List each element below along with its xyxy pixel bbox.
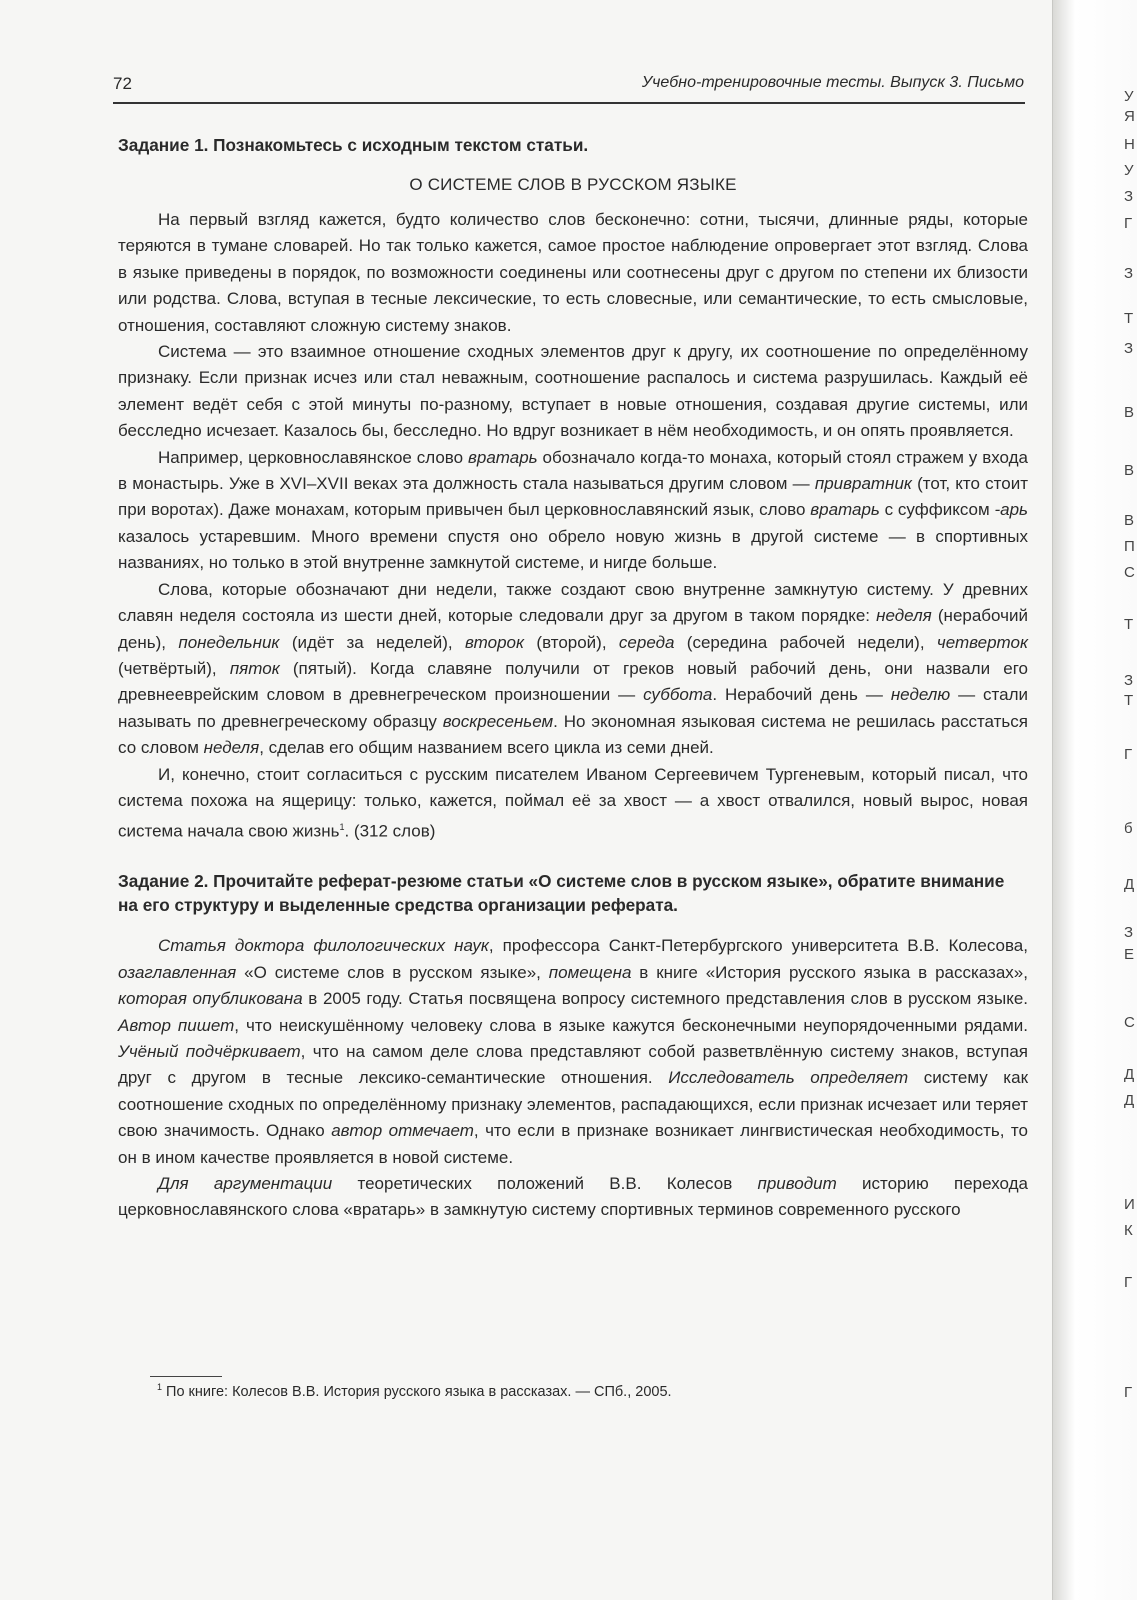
emphasis: озаглавленная	[118, 962, 237, 982]
edge-glyph: З	[1124, 340, 1134, 357]
edge-glyph: З	[1124, 188, 1134, 205]
text-run: На первый взгляд кажется, будто количество слов бесконечно: сотни, тысячи, длинные ряды, которые теряются в тумане словарей. Но так только кажется, самое простое наблюдение опровергает этот взгляд. Слова в языке приведены в порядок, по возможности соединены или соотнесены друг с другом по степени их близости или родства. Слова, вступая в тесные лексические, то есть словесные, или семантические, то есть смысловые, отношения, составляют сложную систему знаков.	[118, 210, 1028, 335]
emphasis: привратник	[814, 474, 912, 494]
edge-glyph: У	[1124, 88, 1134, 105]
emphasis: Учёный подчёркивает	[118, 1042, 301, 1062]
text-run: обозначало когда-то монаха, который стоял стражем у входа в монастырь. Уже в XVI–XVII веках эта должность стала называться другим словом —	[118, 447, 1028, 494]
emphasis: пяток	[229, 658, 280, 678]
paragraph	[118, 577, 1028, 762]
text-run: Система — это взаимное отношение сходных элементов друг к другу, их соотношение по определённому признаку. Если признак исчез или стал неважным, соотношение распалось и система разрушилась. Каждый её элемент ведёт себя с этой минуты по-разному, вступает в новые отношения, создавая другие системы, или бесследно исчезает. Казалось бы, бесследно. Но вдруг возникает в нём необходимость, и он опять проявляется.	[118, 342, 1028, 441]
emphasis: неделя	[203, 738, 260, 758]
summary-text	[118, 933, 1028, 1223]
edge-glyph: И	[1124, 1196, 1135, 1213]
edge-glyph: Г	[1124, 215, 1133, 232]
footnote-divider	[150, 1376, 222, 1377]
footnote-marker: 1	[157, 1382, 163, 1392]
emphasis: воскресеньем	[442, 711, 554, 731]
edge-glyph: В	[1124, 512, 1135, 529]
text-run: казалось устаревшим. Много времени спустя оно обрело новую жизнь в другой системе — в спортивных названиях, но только в этой внутренне замкнутой системе, и нигде больше.	[118, 526, 1028, 573]
edge-glyph: Т	[1124, 310, 1134, 327]
text-run: (пятый). Когда славяне получили от греков новый рабочий день, они назвали его древнееврейским словом в древнегреческом произношении —	[118, 658, 1028, 705]
footnote-ref: 1	[339, 822, 345, 833]
edge-glyph: Г	[1124, 1384, 1133, 1401]
paragraph	[118, 933, 1028, 1171]
emphasis: приводит	[757, 1174, 837, 1194]
edge-glyph: б	[1124, 820, 1133, 837]
text-run: , что на самом деле слова представляют собой разветвлённую систему знаков, вступая друг с другом в тесные лексико-семантические отношения.	[118, 1042, 1028, 1088]
emphasis: которая опубликована	[118, 989, 303, 1009]
text-run: систему как соотношение сходных по определённому признаку элементов, распадающихся, если признак исчезает или теряет свою значимость. Однако	[118, 1068, 1029, 1141]
edge-glyph: З	[1124, 672, 1134, 689]
emphasis: четверток	[936, 632, 1028, 652]
edge-glyph: Е	[1124, 946, 1135, 963]
task-2	[118, 869, 1028, 1223]
text-run: И, конечно, стоит согласиться с русским писателем Иваном Сергеевичем Тургеневым, который писал, что система похожа на ящерицу: только, кажется, поймал её за хвост — а хвост отвалился, новый вырос, новая система начала свою жизнь	[118, 764, 1028, 841]
edge-glyph: С	[1124, 1014, 1135, 1031]
paragraph	[118, 762, 1028, 846]
edge-glyph: Д	[1124, 1066, 1135, 1083]
text-run: , сделав его общим названием всего цикла из семи дней.	[259, 738, 714, 758]
page-number: 72	[113, 74, 132, 93]
task-1	[118, 134, 1028, 845]
emphasis: середа	[618, 632, 675, 652]
text-run: «О системе слов в русском языке»,	[236, 962, 549, 982]
edge-glyph: З	[1124, 924, 1134, 941]
emphasis: Исследователь определяет	[668, 1068, 909, 1088]
emphasis: вратарь	[468, 447, 538, 467]
text-run: . Нерабочий день —	[712, 685, 891, 705]
edge-glyph: Г	[1124, 1274, 1133, 1291]
emphasis: Статья доктора филологических наук	[158, 936, 489, 956]
text-run: (четвёртый),	[118, 658, 230, 678]
header-divider	[113, 102, 1025, 104]
text-run: в книге «История русского языка в рассказах»,	[631, 962, 1028, 982]
article-text	[118, 207, 1028, 845]
paragraph	[118, 1171, 1028, 1224]
edge-glyph: В	[1124, 404, 1135, 421]
text-run: в 2005 году. Статья посвящена вопросу системного представления слов в русском языке.	[302, 989, 1029, 1009]
edge-glyph: Д	[1124, 1092, 1135, 1109]
edge-glyph: Д	[1124, 876, 1135, 893]
edge-glyph: С	[1124, 564, 1135, 581]
paragraph	[118, 445, 1028, 577]
footnote	[157, 1382, 672, 1400]
text-run: . (312 слов)	[344, 822, 436, 841]
text-run: Слова, которые обозначают дни недели, также создают свою внутренне замкнутую систему. У древних славян неделя состояла из шести дней, которые следовали друг за другом в таком порядке:	[118, 579, 1028, 626]
edge-glyph: З	[1124, 265, 1134, 282]
emphasis: неделю	[890, 685, 951, 705]
edge-glyph: Г	[1124, 746, 1133, 763]
edge-glyph: У	[1124, 162, 1134, 179]
emphasis: второк	[465, 632, 525, 652]
edge-glyph: Т	[1124, 616, 1134, 633]
text-run: историю перехода церковнославянского слова «вратарь» в замкнутую систему спортивных терминов современного русского	[118, 1174, 1028, 1220]
edge-glyph: П	[1124, 538, 1135, 555]
emphasis: Автор пишет	[118, 1015, 235, 1035]
edge-glyph: К	[1124, 1222, 1133, 1239]
task-2-heading: Задание 2. Прочитайте реферат-резюме статьи «О системе слов в русском языке», обратите внимание на его структуру и выделенные средства организации реферата.	[118, 871, 1005, 916]
text-run: (идёт за неделей),	[279, 632, 465, 652]
task-1-heading: Задание 1. Познакомьтесь с исходным текстом статьи.	[118, 135, 589, 155]
text-run: , что неискушённому человеку слова в языке кажутся бесконечными неупорядоченными рядами.	[234, 1015, 1028, 1035]
text-run: (второй),	[524, 632, 619, 652]
edge-glyph: В	[1124, 462, 1135, 479]
emphasis: -арь	[994, 500, 1028, 520]
edge-glyph: Я	[1124, 108, 1135, 125]
emphasis: понедельник	[178, 632, 280, 652]
article-title: О СИСТЕМЕ СЛОВ В РУССКОМ ЯЗЫКЕ	[409, 175, 737, 194]
running-title: Учебно-тренировочные тесты. Выпуск 3. Письмо	[641, 74, 1024, 91]
text-run: (тот, кто стоит при воротах). Даже монахам, которым привычен был церковнославянский язык, слово	[118, 474, 1028, 520]
text-run: (середина рабочей недели),	[674, 632, 937, 652]
text-run: — стали называть по древнегреческому образцу	[118, 685, 1029, 731]
paragraph	[118, 339, 1028, 445]
text-run: Например, церковнославянское слово	[158, 447, 468, 467]
paragraph	[118, 207, 1028, 339]
edge-glyph: Т	[1124, 692, 1134, 709]
text-run: , профессора Санкт-Петербургского университета В.В. Колесова,	[488, 936, 1028, 956]
text-run: теоретических положений В.В. Колесов	[332, 1174, 758, 1194]
emphasis: суббота	[643, 685, 713, 705]
emphasis: автор отмечает	[331, 1121, 474, 1141]
emphasis: вратарь	[810, 500, 880, 520]
text-run: (нерабочий день),	[118, 606, 1028, 652]
adjacent-page-edge	[1052, 0, 1137, 1600]
text-run: . Но экономная языковая система не решилась расстаться со словом	[118, 711, 1028, 758]
emphasis: неделя	[876, 606, 932, 626]
edge-glyph: Н	[1124, 136, 1135, 153]
text-run: с суффиксом	[879, 500, 995, 520]
footnote-text: По книге: Колесов В.В. История русского языка в рассказах. — СПб., 2005.	[166, 1383, 672, 1400]
page-body	[118, 134, 1028, 1224]
emphasis: Для аргументации	[158, 1174, 333, 1194]
emphasis: помещена	[548, 962, 632, 982]
text-run: , что если в признаке возникает лингвистическая необходимость, то он в ином качестве проявляется в новой системе.	[118, 1121, 1028, 1167]
